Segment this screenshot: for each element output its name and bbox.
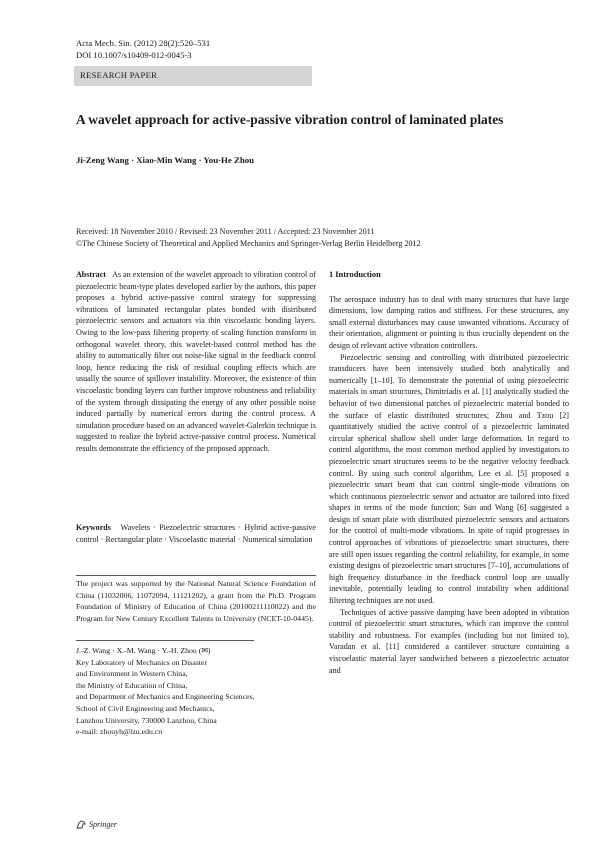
article-type-label: RESEARCH PAPER (80, 70, 158, 80)
author-list: Ji-Zeng Wang · Xiao-Min Wang · You-He Zhou (76, 155, 255, 165)
introduction-section (329, 269, 569, 676)
footnote-divider (76, 575, 316, 576)
received-dates: Received: 18 November 2010 / Revised: 23 November 2011 / Accepted: 23 November 2011 (76, 227, 375, 236)
journal-citation: Acta Mech. Sin. (2012) 28(2):520–531 (76, 38, 211, 48)
section-heading: 1 Introduction (329, 270, 381, 279)
affiliation-line: Lanzhou University, 730000 Lanzhou, China (76, 715, 217, 725)
abstract-text: As an extension of the wavelet approach to vibration control of piezoelectric beam-type plates developed earlier by the authors, this paper proposes a hybrid active-passive control strategy for suppressing vibrations of laminated rectangular plates bonded with distributed piezoelectric sensors and actuators via thin viscoelastic bonding layers. Owing to the low-pass filtering property of scaling function transform in orthogonal wavelet theory, this wavelet-based control method has the ability to automatically filter out noise-like signal in the feedback control loop, hence reducing the risk of residual coupling effects which are usually the source of spillover instability. Moreover, the existence of thin viscoelastic bonding layers can further improve robustness and reliability of the system through dissipating the energy of any other possible noise induced partially by numerical errors during the control process. A simulation procedure based on an advanced wavelet-Galerkin technique is suggested to realize the hybrid active-passive control process. Numerical results demonstrate the efficiency of the proposed approach. (76, 270, 316, 453)
abstract-label: Abstract (76, 270, 106, 279)
affiliation-divider (76, 640, 254, 641)
springer-horse-icon (76, 820, 86, 829)
affiliation-line: J.-Z. Wang · X.-M. Wang · Y.-H. Zhou (✉) (76, 646, 211, 655)
article-type-banner (74, 66, 312, 86)
keywords-text: Wavelets · Piezoelectric structures · Hybrid active-passive control · Rectangular plate · Viscoelastic material · Numerical simulation (76, 523, 316, 544)
abstract (76, 269, 316, 455)
keywords-label: Keywords (76, 523, 111, 532)
springer-wordmark: Springer (89, 820, 117, 829)
affiliation-line: and Department of Mechanics and Engineering Sciences, (76, 692, 255, 702)
springer-logo (76, 820, 117, 829)
paper-title: A wavelet approach for active-passive vibration control of laminated plates (76, 112, 504, 127)
affiliation-block (76, 645, 316, 738)
affiliation-line: the Ministry of Education of China, (76, 680, 188, 690)
email-line: e-mail: zhouyh@lzu.edu.cn (76, 727, 163, 737)
affiliation-line: and Environment in Western China, (76, 669, 188, 679)
intro-paragraph: Piezoelectric sensing and controlling with distributed piezoelectric transducers have been intensively studied both analytically and numerically [1–10]. To demonstrate the potential of using piezoelectric materials in smart structures, Dimitriadis et al. [1] analytically studied the behavior of two dimensional patches of piezoelectric material bonded to the surface of elastic distributed structures; Zhou and Tzou [2] quantitatively studied the active control of a piezoelectric laminated circular spherical shallow shell under large deformation. In regard to control algorithms, the most common method applied by investigators to piezoelectric smart structures seems to be the negative velocity feedback control. By using such control algorithm, Lee et al. [5] proposed a piezoelectric smart beam that can control single-mode vibrations on which continuous piezoelectric sensor and actuator are tailored into fixed shapes in terms of the mode function; Sun and Wang [6] suggested a design of smart plate with distributed piezoelectric sensors and actuators for the control of multi-mode vibrations. In spite of rapid progresses in control approaches of vibrations of piezoelectric smart structures, there are still open issues regarding the control reliability, for example, in some existing designs of piezoelectric smart structures [7–10], accumulations of high frequency disturbance in the feedback control loop are usually inevitable, potentially leading to control instability when additional filtering techniques are not used. (329, 352, 569, 606)
affiliation-line: Key Laboratory of Mechanics on Disaster (76, 657, 207, 667)
funding-note: The project was supported by the National Natural Science Foundation of China (11032006, 11072094, 11121202), a grant from the Ph.D. Program Foundation of Ministry of Education of China (20100211110022) and the Program for New Century Excellent Talents in University (NCET-10-0445). (76, 579, 316, 623)
copyright-line: ©The Chinese Society of Theoretical and Applied Mechanics and Springer-Verlag Berlin Heidelberg 2012 (76, 239, 421, 248)
affiliation-line: School of Civil Engineering and Mechanics, (76, 703, 215, 713)
intro-paragraph: Techniques of active passive damping have been adopted in vibration control of piezoelectric smart structures, which can improve the control stability and robustness. For examples (including but not limited to), Varadan et al. [11] considered a cantilever structure containing a viscoelastic material layer sandwiched between a piezoelectric actuator and (329, 607, 569, 675)
intro-paragraph: The aerospace industry has to deal with many structures that have large dimensions, low damping ratios and stiffness. For these structures, any small external disturbances may cause unwanted vibrations. Accuracy of their orientation, alignment or pointing is thus crucially dependent on the design of relevant active vibration controllers. (329, 294, 569, 350)
keywords (76, 522, 316, 545)
doi: DOI 10.1007/s10409-012-0045-3 (76, 50, 192, 60)
